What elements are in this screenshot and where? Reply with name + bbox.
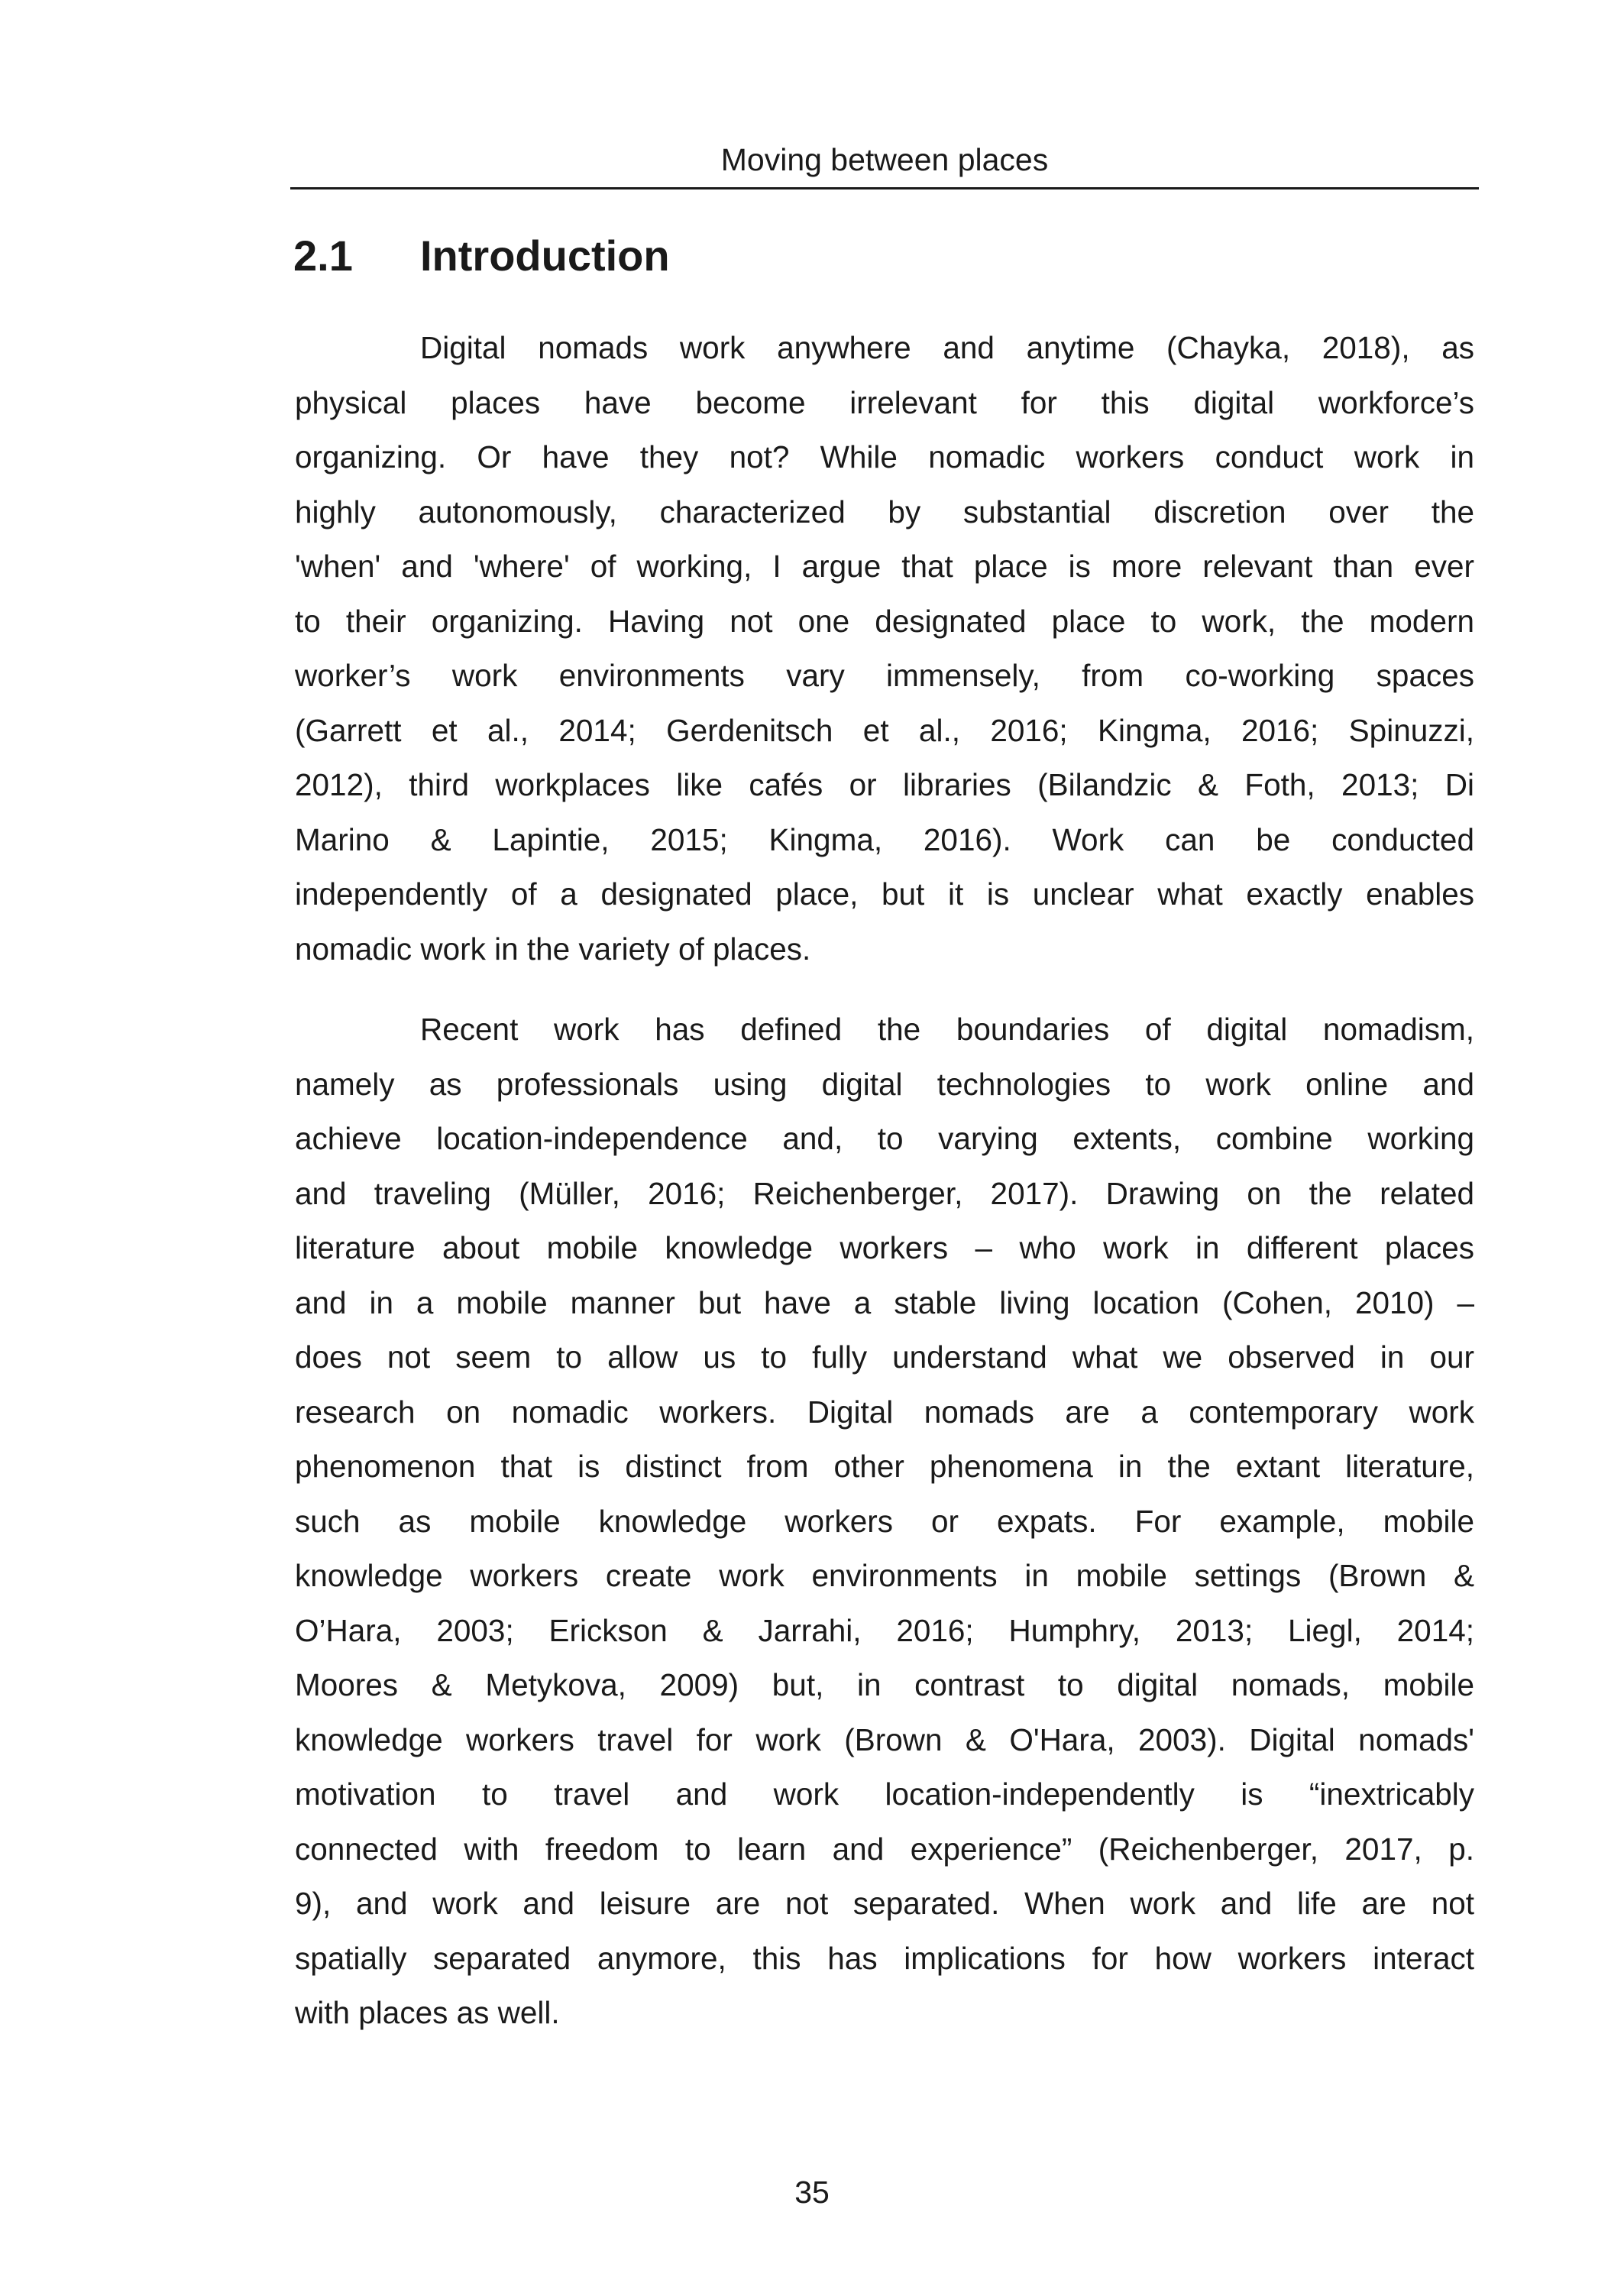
text-line: does not seem to allow us to fully understand what we observed in our bbox=[295, 1339, 1474, 1375]
paragraph-1 bbox=[295, 321, 1474, 976]
text-line: research on nomadic workers. Digital nomads are a contemporary work bbox=[295, 1394, 1474, 1430]
text-line: Digital nomads work anywhere and anytime (Chayka, 2018), as bbox=[420, 330, 1474, 365]
text-line: to their organizing. Having not one designated place to work, the modern bbox=[295, 603, 1474, 639]
text-line: Recent work has defined the boundaries of digital nomadism, bbox=[420, 1012, 1474, 1047]
text-line: (Garrett et al., 2014; Gerdenitsch et al., 2016; Kingma, 2016; Spinuzzi, bbox=[295, 712, 1474, 748]
text-line: and in a mobile manner but have a stable living location (Cohen, 2010) – bbox=[295, 1284, 1474, 1320]
text-line: 9), and work and leisure are not separated. When work and life are not bbox=[295, 1886, 1474, 1921]
text-line: Marino & Lapintie, 2015; Kingma, 2016). Work can be conducted bbox=[295, 821, 1474, 857]
paragraph-2 bbox=[295, 1002, 1474, 2041]
text-line: namely as professionals using digital technologies to work online and bbox=[295, 1066, 1474, 1102]
section-heading bbox=[293, 231, 670, 280]
text-line: physical places have become irrelevant for this digital workforce’s bbox=[295, 384, 1474, 420]
text-line: spatially separated anymore, this has implications for how workers interact bbox=[295, 1940, 1474, 1976]
page-number: 35 bbox=[794, 2175, 830, 2210]
text-line: literature about mobile knowledge workers – who work in different places bbox=[295, 1230, 1474, 1265]
text-line: independently of a designated place, but it is unclear what exactly enables bbox=[295, 876, 1474, 912]
text-line: connected with freedom to learn and experience” (Reichenberger, 2017, p. bbox=[295, 1831, 1474, 1867]
text-line: 'when' and 'where' of working, I argue that place is more relevant than ever bbox=[295, 549, 1474, 584]
text-line: and traveling (Müller, 2016; Reichenberger, 2017). Drawing on the related bbox=[295, 1175, 1474, 1211]
text-line: nomadic work in the variety of places. bbox=[295, 931, 811, 967]
text-line: knowledge workers travel for work (Brown & O'Hara, 2003). Digital nomads' bbox=[295, 1721, 1474, 1757]
text-line: worker’s work environments vary immensely, from co-working spaces bbox=[295, 658, 1474, 693]
running-head: Moving between places bbox=[720, 142, 1049, 177]
text-line: phenomenon that is distinct from other phenomena in the extant literature, bbox=[295, 1449, 1474, 1484]
text-line: with places as well. bbox=[295, 1995, 560, 2030]
text-line: motivation to travel and work location-independently is “inextricably bbox=[295, 1776, 1474, 1812]
text-line: knowledge workers create work environments in mobile settings (Brown & bbox=[295, 1558, 1474, 1593]
section-title: Introduction bbox=[420, 232, 670, 280]
text-line: achieve location-independence and, to varying extents, combine working bbox=[295, 1121, 1474, 1156]
text-line: O’Hara, 2003; Erickson & Jarrahi, 2016; Humphry, 2013; Liegl, 2014; bbox=[295, 1612, 1474, 1648]
text-line: such as mobile knowledge workers or expats. For example, mobile bbox=[295, 1503, 1474, 1539]
text-line: 2012), third workplaces like cafés or libraries (Bilandzic & Foth, 2013; Di bbox=[295, 767, 1474, 802]
header-rule bbox=[290, 187, 1479, 189]
text-line: Moores & Metykova, 2009) but, in contrast to digital nomads, mobile bbox=[295, 1667, 1474, 1702]
text-line: highly autonomously, characterized by substantial discretion over the bbox=[295, 494, 1474, 530]
section-number: 2.1 bbox=[293, 232, 353, 280]
text-line: organizing. Or have they not? While nomadic workers conduct work in bbox=[295, 439, 1474, 474]
